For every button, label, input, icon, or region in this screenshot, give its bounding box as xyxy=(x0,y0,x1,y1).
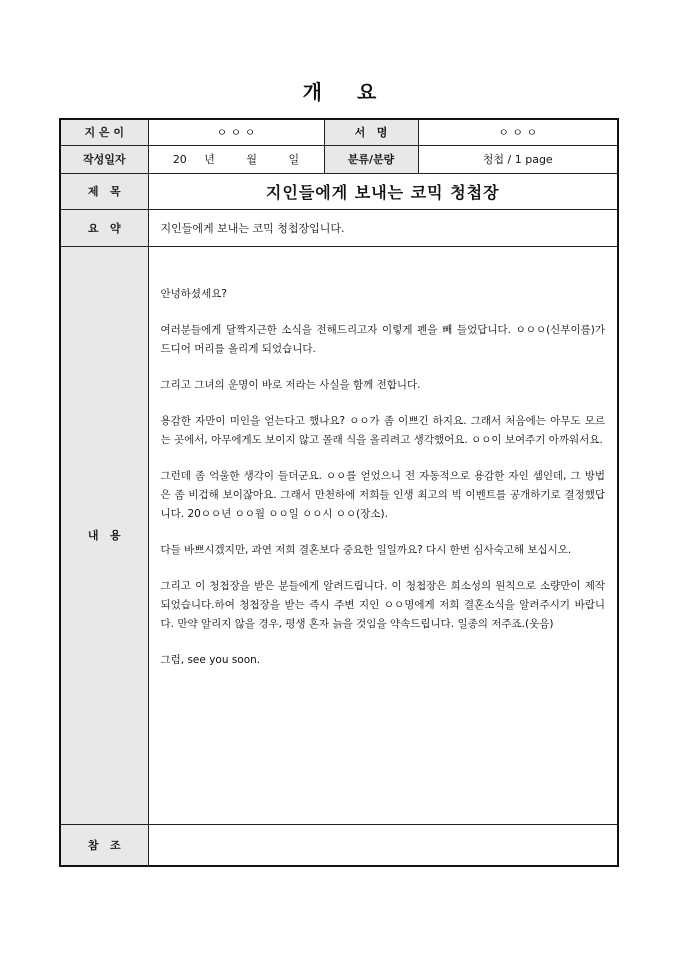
signature-value: ㅇ ㅇ ㅇ xyxy=(418,119,618,145)
summary-label: 요 약 xyxy=(60,209,148,246)
row-summary xyxy=(60,209,618,246)
row-content xyxy=(60,246,618,824)
page-title xyxy=(0,76,680,105)
date-day-unit: 일 xyxy=(288,153,300,166)
content-paragraph: 그리고 이 청첩장을 받은 분들에게 알려드립니다. 이 청첩장은 희소성의 원칙으로 소량만이 제작되었습니다.하여 청첩장을 받는 즉시 주변 지인 ㅇㅇ명에게 저희 결혼소식을 알려주시기 바랍니다. 만약 알리지 않을 경우, 평생 혼자 늙을 것임을 약속드립니다. 일종의 저주죠.(웃음) xyxy=(160,579,605,630)
content-paragraph: 그럼, see you soon. xyxy=(160,653,261,666)
reference-label: 참 조 xyxy=(60,824,148,866)
author-label: 지 은 이 xyxy=(60,119,148,145)
date-written-value xyxy=(148,145,324,173)
row-subject xyxy=(60,173,618,209)
content-paragraph: 다들 바쁘시겠지만, 과연 저희 결혼보다 중요한 일일까요? 다시 한번 심사숙고해 보십시오. xyxy=(160,543,572,556)
author-value: ㅇ ㅇ ㅇ xyxy=(148,119,324,145)
date-year: 20 xyxy=(172,153,187,166)
content-label: 내 용 xyxy=(60,246,148,824)
content-paragraph: 여러분들에게 달짝지근한 소식을 전해드리고자 이렇게 펜을 빼 들었답니다. ㅇㅇㅇ(신부이름)가 드디어 머리를 올리게 되었습니다. xyxy=(160,323,605,355)
reference-value xyxy=(148,824,618,866)
summary-value: 지인들에게 보내는 코믹 청첩장입니다. xyxy=(148,209,618,246)
content-paragraph: 용감한 자만이 미인을 얻는다고 했나요? ㅇㅇ가 좀 이쁘긴 하지요. 그래서 처음에는 아무도 모르는 곳에서, 아무에게도 보이지 않고 몰래 식을 올리려고 생각했어요. ㅇㅇ이 보여주기 아까워서요. xyxy=(160,414,605,446)
content-paragraph: 안녕하셨세요? xyxy=(160,287,227,300)
content-paragraph: 그런데 좀 억울한 생각이 들더군요. ㅇㅇ를 얻었으니 전 자동적으로 용감한 자인 셈인데, 그 방법은 좀 비겁해 보이잖아요. 그래서 만천하에 저희들 인생 최고의 빅 이벤트를 공개하기로 결정했답니다. 20ㅇㅇ년 ㅇㅇ월 ㅇㅇ일 ㅇㅇ시 ㅇㅇ(장소). xyxy=(160,469,605,520)
category-value: 청첩 / 1 page xyxy=(418,145,618,173)
category-label: 분류/분량 xyxy=(324,145,418,173)
content-body xyxy=(148,246,618,824)
date-month-unit: 월 xyxy=(246,153,258,166)
subject-value: 지인들에게 보내는 코믹 청첩장 xyxy=(148,173,618,209)
summary-form-table xyxy=(59,118,619,867)
page-title-left: 개 xyxy=(302,80,323,104)
row-date xyxy=(60,145,618,173)
subject-label: 제 목 xyxy=(60,173,148,209)
row-author xyxy=(60,119,618,145)
row-reference xyxy=(60,824,618,866)
date-year-unit: 년 xyxy=(204,153,215,166)
date-written-label: 작성일자 xyxy=(60,145,148,173)
signature-label: 서 명 xyxy=(324,119,418,145)
content-paragraph: 그리고 그녀의 운명이 바로 저라는 사실을 함께 전합니다. xyxy=(160,378,421,391)
page-title-right: 요 xyxy=(357,80,378,104)
